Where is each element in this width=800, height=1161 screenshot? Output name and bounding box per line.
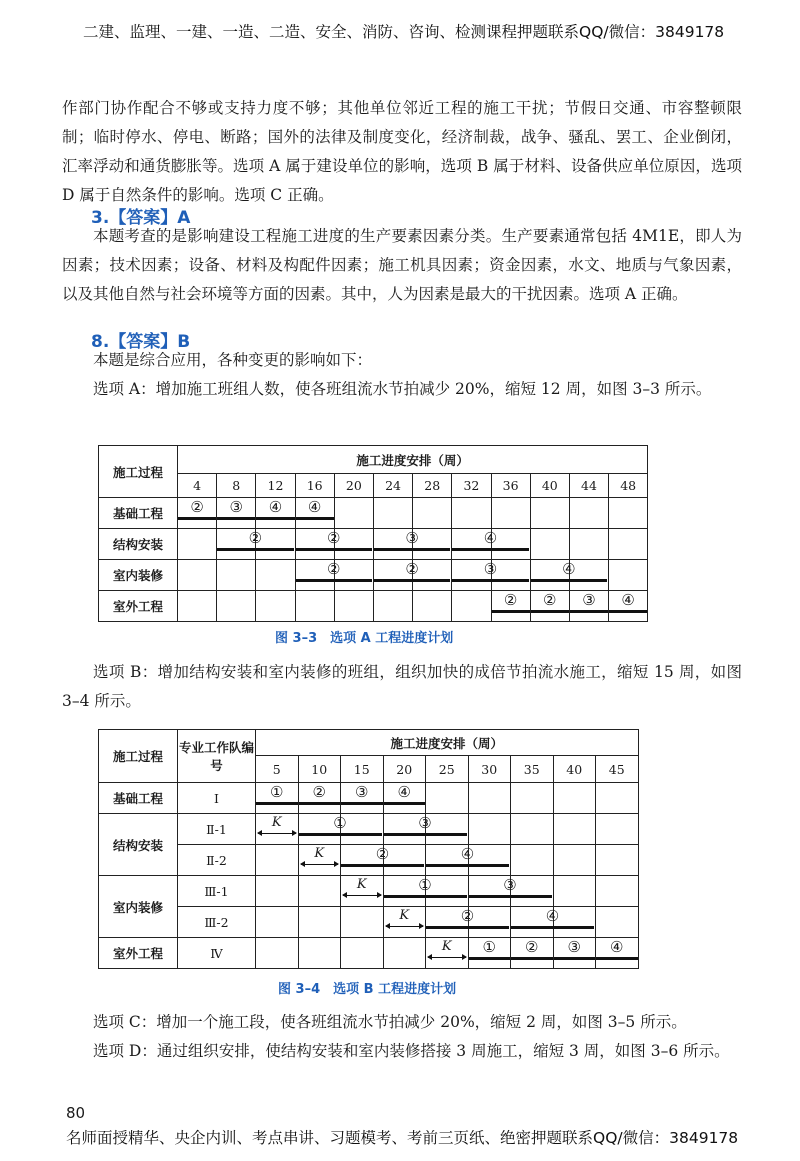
- schedule-cell: [295, 591, 334, 622]
- options-cd-text: [62, 1008, 742, 1066]
- week-header: 25: [426, 756, 469, 783]
- schedule-cell: [426, 783, 469, 814]
- schedule-cell: [491, 560, 530, 591]
- schedule-cell: [596, 845, 639, 876]
- schedule-cell: [596, 907, 639, 938]
- schedule-cell: [491, 498, 530, 529]
- segment-number: ②: [503, 591, 518, 609]
- schedule-bar: [511, 957, 553, 960]
- process-label: 基础工程: [99, 498, 178, 529]
- schedule-bar: [341, 802, 383, 805]
- schedule-cell: [596, 783, 639, 814]
- k-interval-label: K: [271, 815, 282, 830]
- schedule-cell: [609, 529, 648, 560]
- k-interval-arrow: [301, 864, 339, 865]
- header-schedule: 施工进度安排（周）: [256, 730, 639, 756]
- schedule-cell: [256, 783, 299, 814]
- paragraph: 选项 D：通过组织安排，使结构安装和室内装修搭接 3 周施工，缩短 3 周，如图 3–6 所示。: [93, 1042, 730, 1060]
- process-label: 室内装修: [99, 876, 178, 938]
- schedule-cell: [596, 938, 639, 969]
- k-interval-arrow: [386, 926, 424, 927]
- schedule-cell: [553, 938, 596, 969]
- schedule-bar: [256, 517, 294, 520]
- week-header: 16: [295, 474, 334, 498]
- week-header: 44: [569, 474, 608, 498]
- schedule-cell: [298, 814, 347, 845]
- schedule-cell: [596, 814, 639, 845]
- process-label: 结构安装: [99, 529, 178, 560]
- schedule-bar: [178, 517, 216, 520]
- schedule-bar: [492, 610, 530, 613]
- schedule-cell: [341, 845, 390, 876]
- segment-number: ①: [418, 876, 432, 894]
- process-label: 室内装修: [99, 560, 178, 591]
- schedule-cell: [217, 529, 263, 560]
- schedule-cell: [341, 907, 384, 938]
- schedule-cell: [256, 498, 295, 529]
- schedule-cell: [569, 529, 608, 560]
- schedule-bar: [554, 957, 596, 960]
- schedule-table-3-4: [98, 729, 639, 969]
- week-header: 45: [596, 756, 639, 783]
- k-interval-arrow: [428, 957, 466, 958]
- schedule-bar: [384, 802, 426, 805]
- schedule-cell: [383, 876, 432, 907]
- schedule-cell: [295, 560, 341, 591]
- schedule-cell: [383, 845, 426, 876]
- schedule-cell: [256, 938, 299, 969]
- team-code: Ⅲ-1: [178, 876, 256, 907]
- schedule-cell: [511, 845, 554, 876]
- segment-number: ②: [327, 529, 341, 547]
- schedule-bar: [570, 610, 608, 613]
- segment-number: ②: [248, 529, 263, 547]
- segment-number: ③: [229, 498, 243, 516]
- header-process: 施工过程: [99, 446, 178, 498]
- schedule-cell: [334, 591, 373, 622]
- figure-caption-3-4: 图 3–4 选项 B 工程进度计划: [278, 982, 457, 997]
- schedule-cell: [468, 783, 511, 814]
- schedule-cell: [217, 591, 256, 622]
- schedule-cell: [383, 907, 426, 938]
- option-b-text: [62, 658, 742, 716]
- schedule-cell: [256, 529, 295, 560]
- schedule-cell: [178, 529, 217, 560]
- team-code: Ⅳ: [178, 938, 256, 969]
- schedule-cell: [452, 498, 491, 529]
- schedule-cell: [256, 814, 299, 845]
- week-header: 10: [298, 756, 341, 783]
- schedule-cell: [256, 591, 295, 622]
- segment-number: ①: [333, 814, 347, 832]
- figure-caption-3-3: 图 3–3 选项 A 工程进度计划: [275, 631, 454, 646]
- header-schedule: 施工进度安排（周）: [178, 446, 648, 474]
- segment-number: ②: [405, 560, 419, 578]
- team-code: Ⅱ-2: [178, 845, 256, 876]
- week-header: 35: [511, 756, 554, 783]
- k-interval-label: K: [399, 908, 410, 923]
- schedule-cell: [298, 938, 341, 969]
- schedule-cell: [298, 845, 341, 876]
- schedule-cell: [298, 876, 341, 907]
- week-header: 28: [413, 474, 452, 498]
- segment-number: ③: [405, 529, 419, 547]
- segment-number: ③: [567, 938, 581, 956]
- schedule-cell: [298, 783, 341, 814]
- segment-number: ④: [621, 591, 635, 609]
- schedule-cell: [609, 560, 648, 591]
- paragraph: 本题是综合应用，各种变更的影响如下：: [93, 351, 373, 369]
- header-banner: 二建、监理、一建、一造、二造、安全、消防、咨询、检测课程押题联系QQ/微信：3849178: [83, 23, 725, 41]
- schedule-cell: [334, 498, 373, 529]
- segment-number: ④: [460, 845, 475, 863]
- schedule-cell: [383, 783, 426, 814]
- team-code: Ⅲ-2: [178, 907, 256, 938]
- schedule-cell: [452, 529, 498, 560]
- week-header: 30: [468, 756, 511, 783]
- week-header: 24: [373, 474, 412, 498]
- paragraph: 选项 A：增加施工班组人数，使各班组流水节拍减少 20%，缩短 12 周，如图 3–3 所示。: [93, 380, 712, 398]
- answer-8-heading: 8.【答案】B: [91, 332, 191, 352]
- schedule-cell: [341, 783, 384, 814]
- schedule-cell: [413, 560, 452, 591]
- schedule-cell: [553, 845, 596, 876]
- schedule-cell: [383, 938, 426, 969]
- schedule-bar: [596, 957, 638, 960]
- segment-number: ④: [562, 560, 576, 578]
- paragraph: 作部门协作配合不够或支持力度不够；其他单位邻近工程的施工干扰；节假日交通、市容整顿限制；临时停水、停电、断路；国外的法律及制度变化，经济制裁，战争、骚乱、罢工、企业倒闭，汇率浮动和通货膨胀等。选项 A 属于建设单位的影响，选项 B 属于材料、设备供应单位原因，选项 D 属于自然条件的影响。选项 C 正确。: [62, 99, 742, 204]
- segment-number: ②: [312, 783, 326, 801]
- schedule-cell: [334, 529, 373, 560]
- schedule-cell: [491, 529, 530, 560]
- schedule-cell: [413, 529, 452, 560]
- schedule-cell: [553, 814, 596, 845]
- schedule-cell: [530, 560, 576, 591]
- schedule-cell: [569, 498, 608, 529]
- schedule-cell: [468, 814, 511, 845]
- schedule-cell: [609, 498, 648, 529]
- schedule-cell: [413, 591, 452, 622]
- schedule-cell: [553, 783, 596, 814]
- schedule-cell: [530, 591, 569, 622]
- header-team: 专业工作队编号: [178, 730, 256, 783]
- k-interval-arrow: [258, 833, 296, 834]
- paragraph: 选项 C：增加一个施工段，使各班组流水节拍减少 20%，缩短 2 周，如图 3–5 所示。: [93, 1013, 687, 1031]
- segment-number: ③: [418, 814, 432, 832]
- week-header: 40: [553, 756, 596, 783]
- schedule-cell: [511, 814, 554, 845]
- schedule-cell: [373, 560, 419, 591]
- segment-number: ②: [525, 938, 539, 956]
- segment-number: ④: [545, 907, 560, 925]
- schedule-cell: [373, 591, 412, 622]
- schedule-cell: [178, 560, 217, 591]
- segment-number: ②: [375, 845, 390, 863]
- answer-3-text: [62, 222, 742, 309]
- schedule-cell: [468, 845, 511, 876]
- schedule-cell: [373, 529, 419, 560]
- paragraph: 选项 B：增加结构安装和室内装修的班组，组织加快的成倍节拍流水施工，缩短 15 周，如图 3–4 所示。: [62, 663, 742, 710]
- schedule-cell: [511, 907, 560, 938]
- segment-number: ②: [327, 560, 341, 578]
- schedule-bar: [609, 610, 647, 613]
- paragraph: 本题考查的是影响建设工程施工进度的生产要素因素分类。生产要素通常包括 4M1E，即人为因素；技术因素；设备、材料及构配件因素；施工机具因素；资金因素，水文、地质与气象因素，以及其他自然与社会环境等方面的因素。其中，人为因素是最大的干扰因素。选项 A 正确。: [62, 227, 742, 303]
- schedule-cell: [511, 783, 554, 814]
- process-label: 室外工程: [99, 938, 178, 969]
- schedule-cell: [426, 814, 469, 845]
- schedule-cell: [468, 938, 511, 969]
- schedule-cell: [413, 498, 452, 529]
- intro-text: [62, 94, 742, 210]
- segment-number: ②: [460, 907, 475, 925]
- schedule-bar: [296, 517, 334, 520]
- segment-number: ②: [190, 498, 204, 516]
- schedule-cell: [468, 876, 517, 907]
- week-header: 12: [256, 474, 295, 498]
- schedule-bar: [299, 802, 341, 805]
- week-header: 20: [334, 474, 373, 498]
- schedule-cell: [217, 560, 256, 591]
- schedule-cell: [426, 845, 475, 876]
- schedule-cell: [256, 876, 299, 907]
- segment-number: ③: [582, 591, 596, 609]
- schedule-cell: [511, 876, 554, 907]
- schedule-bar: [217, 517, 255, 520]
- schedule-cell: [178, 591, 217, 622]
- schedule-cell: [256, 560, 295, 591]
- process-label: 结构安装: [99, 814, 178, 876]
- schedule-cell: [298, 907, 341, 938]
- week-header: 48: [609, 474, 648, 498]
- schedule-cell: [178, 498, 217, 529]
- k-interval-label: K: [441, 939, 452, 954]
- k-interval-arrow: [343, 895, 381, 896]
- segment-number: ③: [503, 876, 517, 894]
- schedule-cell: [341, 814, 384, 845]
- schedule-cell: [383, 814, 432, 845]
- week-header: 20: [383, 756, 426, 783]
- schedule-table-3-3: [98, 445, 648, 622]
- schedule-cell: [511, 938, 554, 969]
- segment-number: ④: [397, 783, 411, 801]
- schedule-cell: [596, 876, 639, 907]
- schedule-cell: [295, 498, 334, 529]
- schedule-cell: [468, 907, 511, 938]
- week-header: 5: [256, 756, 299, 783]
- schedule-cell: [341, 938, 384, 969]
- week-header: 40: [530, 474, 569, 498]
- schedule-cell: [452, 591, 491, 622]
- k-interval-label: K: [314, 846, 325, 861]
- schedule-cell: [295, 529, 341, 560]
- schedule-cell: [553, 876, 596, 907]
- schedule-cell: [553, 907, 596, 938]
- schedule-bar: [469, 957, 511, 960]
- schedule-cell: [426, 876, 469, 907]
- week-header: 32: [452, 474, 491, 498]
- segment-number: ②: [543, 591, 557, 609]
- schedule-cell: [341, 876, 384, 907]
- schedule-bar: [256, 802, 298, 805]
- schedule-cell: [426, 907, 475, 938]
- schedule-cell: [530, 498, 569, 529]
- schedule-cell: [426, 938, 469, 969]
- schedule-cell: [569, 560, 608, 591]
- segment-number: ④: [268, 498, 283, 516]
- week-header: 15: [341, 756, 384, 783]
- process-label: 室外工程: [99, 591, 178, 622]
- header-process: 施工过程: [99, 730, 178, 783]
- footer-banner: 名师面授精华、央企内训、考点串讲、习题模考、考前三页纸、绝密押题联系QQ/微信：3849178: [66, 1129, 739, 1147]
- segment-number: ③: [483, 560, 498, 578]
- page-number: 80: [66, 1104, 86, 1122]
- week-header: 36: [491, 474, 530, 498]
- schedule-cell: [217, 498, 256, 529]
- week-header: 8: [217, 474, 256, 498]
- schedule-cell: [530, 529, 569, 560]
- schedule-cell: [334, 560, 373, 591]
- schedule-cell: [256, 907, 299, 938]
- segment-number: ④: [483, 529, 498, 547]
- answer-3-heading: 3.【答案】A: [91, 208, 191, 228]
- team-code: Ⅰ: [178, 783, 256, 814]
- schedule-cell: [256, 845, 299, 876]
- k-interval-label: K: [356, 877, 367, 892]
- schedule-bar: [531, 610, 569, 613]
- answer-8-text: [62, 346, 742, 404]
- schedule-cell: [491, 591, 530, 622]
- schedule-cell: [452, 560, 498, 591]
- segment-number: ④: [610, 938, 624, 956]
- segment-number: ③: [355, 783, 369, 801]
- segment-number: ④: [307, 498, 322, 516]
- process-label: 基础工程: [99, 783, 178, 814]
- schedule-cell: [569, 591, 608, 622]
- team-code: Ⅱ-1: [178, 814, 256, 845]
- segment-number: ①: [270, 783, 284, 801]
- schedule-cell: [609, 591, 648, 622]
- segment-number: ①: [482, 938, 496, 956]
- week-header: 4: [178, 474, 217, 498]
- schedule-cell: [373, 498, 412, 529]
